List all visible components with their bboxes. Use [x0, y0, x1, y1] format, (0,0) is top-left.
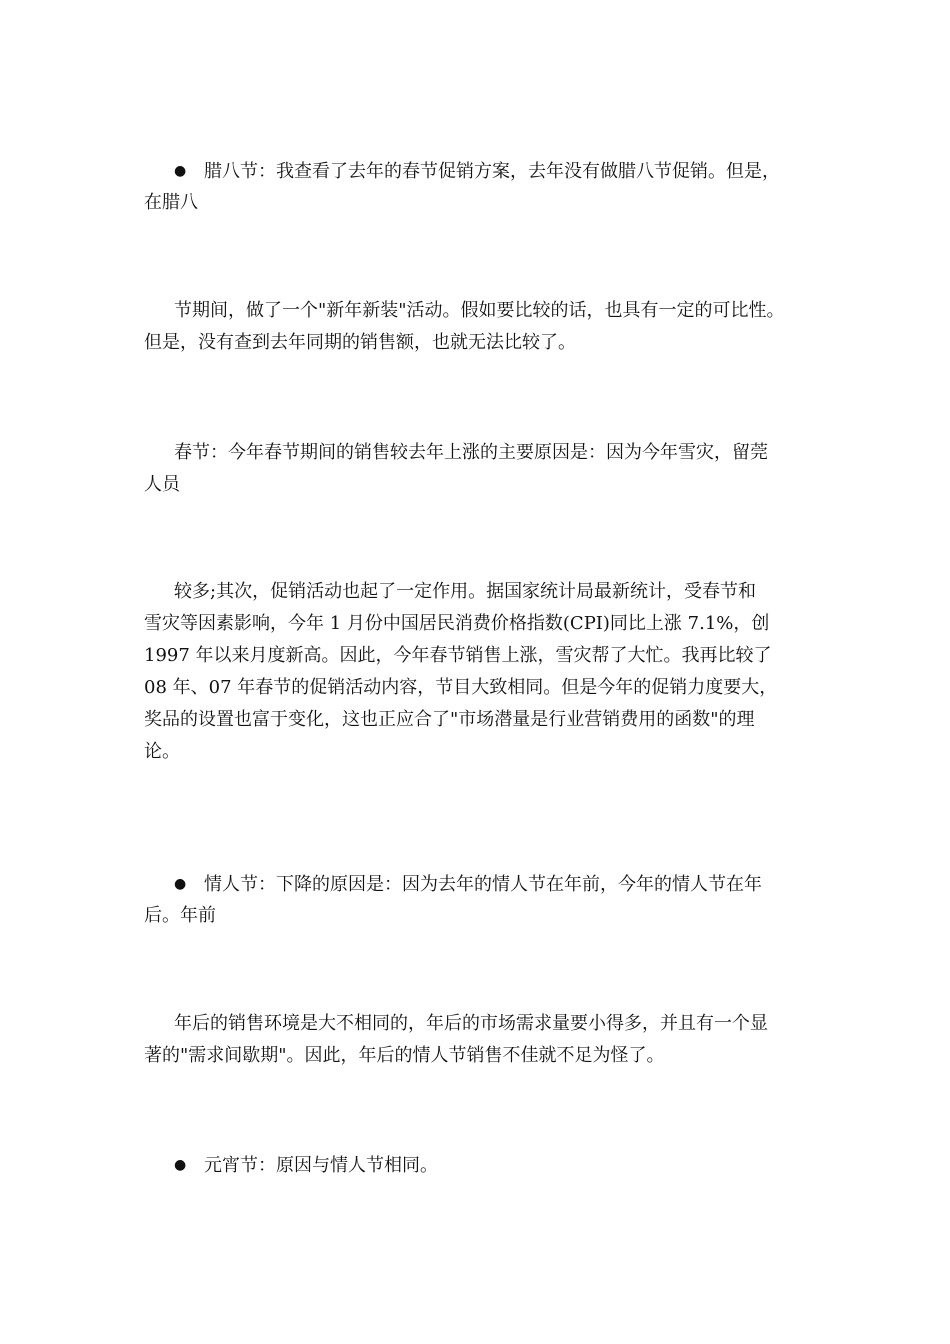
- paragraph-line: ● 腊八节：我查看了去年的春节促销方案，去年没有做腊八节促销。但是，: [144, 155, 824, 187]
- bullet-paragraph-laba: [144, 155, 824, 219]
- paragraph-line: 但是，没有查到去年同期的销售额，也就无法比较了。: [144, 332, 576, 353]
- paragraph-line: 年后的销售环境是大不相同的，年后的市场需求量要小得多，并且有一个显: [174, 1013, 768, 1034]
- paragraph-line: 奖品的设置也富于变化，这也正应合了"市场潜量是行业营销费用的函数"的理: [144, 709, 755, 730]
- bullet-paragraph-valentines: [144, 868, 824, 932]
- paragraph-line: 人员: [144, 474, 180, 495]
- paragraph-line: 较多;其次，促销活动也起了一定作用。据国家统计局最新统计，受春节和: [174, 581, 757, 602]
- paragraph-line: 后。年前: [144, 905, 216, 926]
- paragraph-spring-festival: [144, 437, 824, 501]
- paragraph-line: ● 情人节：下降的原因是：因为去年的情人节在年前，今年的情人节在年: [144, 868, 824, 900]
- paragraph-line: 春节：今年春节期间的销售较去年上涨的主要原因是：因为今年雪灾，留莞: [174, 442, 768, 463]
- bullet-icon: ●: [174, 1157, 187, 1173]
- paragraph-line: ● 元宵节：原因与情人节相同。: [144, 1149, 824, 1181]
- paragraph-spring-festival-analysis: [144, 576, 824, 768]
- bullet-paragraph-lantern: [144, 1149, 824, 1181]
- paragraph-valentines-analysis: [144, 1008, 824, 1072]
- paragraph-line: 论。: [144, 741, 180, 762]
- paragraph-line: 1997 年以来月度新高。因此，今年春节销售上涨，雪灾帮了大忙。我再比较了: [144, 645, 772, 666]
- paragraph-line: 雪灾等因素影响，今年 1 月份中国居民消费价格指数(CPI)同比上涨 7.1%，创: [144, 613, 770, 634]
- paragraph-line: 节期间，做了一个"新年新装"活动。假如要比较的话，也具有一定的可比性。: [174, 300, 785, 321]
- paragraph-laba-continued: [144, 295, 824, 359]
- paragraph-line: 著的"需求间歇期"。因此，年后的情人节销售不佳就不足为怪了。: [144, 1045, 665, 1066]
- bullet-icon: ●: [174, 876, 187, 892]
- bullet-icon: ●: [174, 163, 187, 179]
- paragraph-line: 08 年、07 年春节的促销活动内容，节目大致相同。但是今年的促销力度要大，: [144, 677, 778, 698]
- paragraph-line: 在腊八: [144, 192, 198, 213]
